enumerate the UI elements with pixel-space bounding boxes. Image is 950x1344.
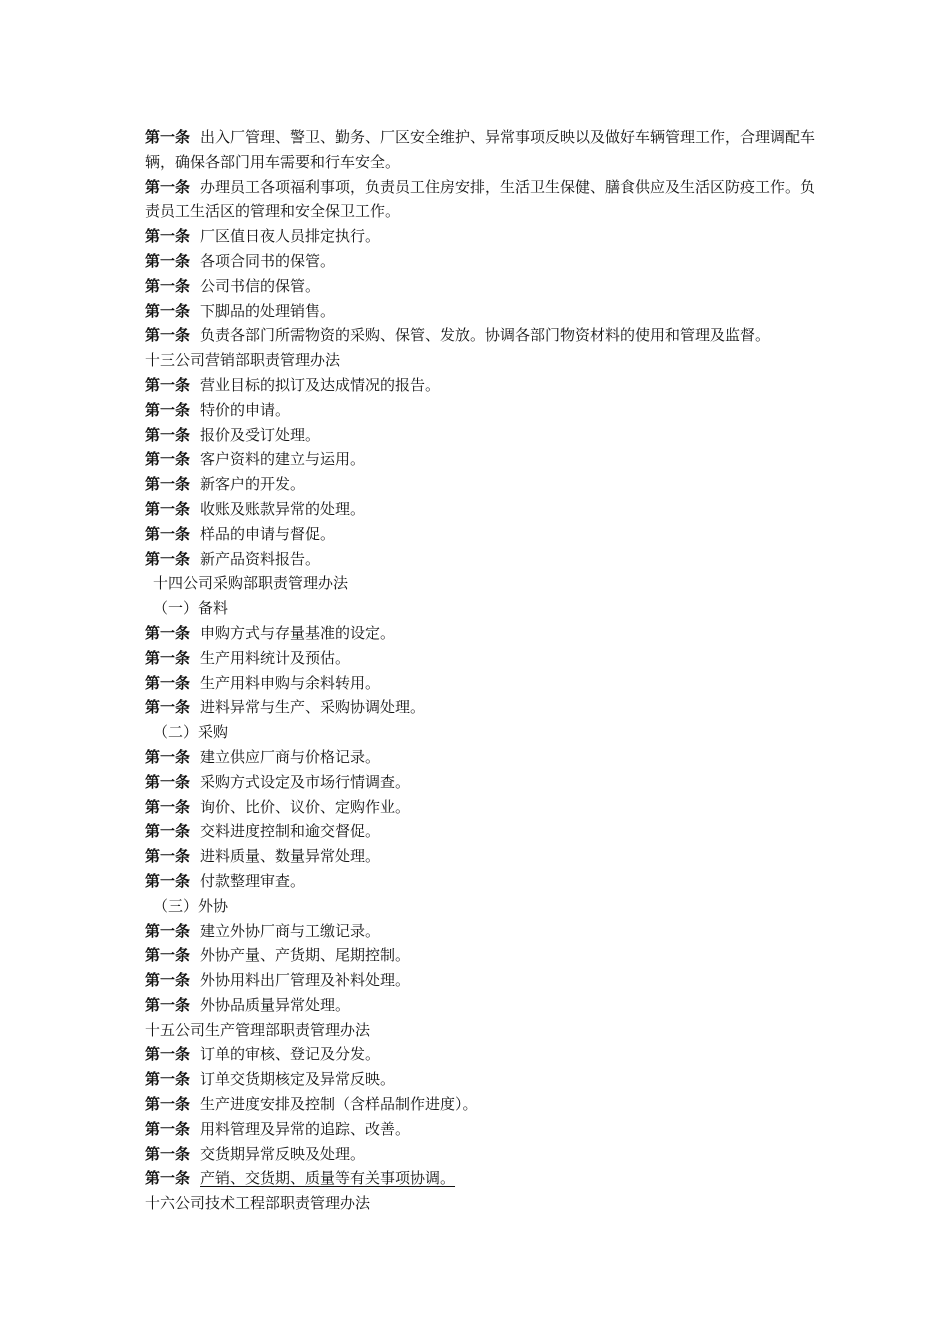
article-label: 第一条 — [145, 871, 191, 890]
article-label: 第一条 — [145, 971, 191, 990]
article-text: 新客户的开发。 — [200, 475, 306, 494]
document-body — [145, 125, 825, 1216]
subsection-title: （一）备料 — [153, 599, 229, 618]
article-text: 办理员工各项福利事项，负责员工住房安排，生活卫生保健、膳食供应及生活区防疫工作。负责员工生活区的管理和安全保卫工作。 — [145, 177, 816, 221]
article-text: 生产用料申购与余料转用。 — [200, 673, 381, 692]
article-text: 建立外协厂商与工缴记录。 — [200, 921, 381, 940]
article-label: 第一条 — [145, 673, 191, 692]
article-item — [145, 745, 825, 770]
article-text: 建立供应厂商与价格记录。 — [200, 747, 381, 766]
article-item — [145, 497, 825, 522]
article-label: 第一条 — [145, 797, 191, 816]
article-text: 样品的申请与督促。 — [200, 524, 336, 543]
section-heading: 十三公司营销部职责管理办法 — [145, 351, 341, 370]
article-label: 第一条 — [145, 648, 191, 667]
article-item — [145, 249, 825, 274]
article-label: 第一条 — [145, 1119, 191, 1138]
article-text: 外协产量、产货期、尾期控制。 — [200, 946, 411, 965]
article-label: 第一条 — [145, 623, 191, 642]
article-item — [145, 1142, 825, 1167]
article-text: 公司书信的保管。 — [200, 276, 321, 295]
article-item — [145, 125, 825, 175]
article-text: 采购方式设定及市场行情调查。 — [200, 772, 411, 791]
article-text: 进料质量、数量异常处理。 — [200, 847, 381, 866]
article-item — [145, 671, 825, 696]
subsection-title: （二）采购 — [153, 723, 229, 742]
article-label: 第一条 — [145, 326, 191, 345]
article-text: 报价及受订处理。 — [200, 425, 321, 444]
article-text: 付款整理审查。 — [200, 871, 306, 890]
article-text: 订单交货期核定及异常反映。 — [200, 1070, 396, 1089]
article-item — [145, 299, 825, 324]
article-item — [145, 522, 825, 547]
article-text: 订单的审核、登记及分发。 — [200, 1045, 381, 1064]
article-item — [145, 423, 825, 448]
article-label: 第一条 — [145, 698, 191, 717]
article-text: 产销、交货期、质量等有关事项协调。 — [200, 1169, 456, 1188]
subsection-title: （三）外协 — [153, 896, 229, 915]
article-label: 第一条 — [145, 772, 191, 791]
article-text: 营业目标的拟订及达成情况的报告。 — [200, 375, 441, 394]
article-label: 第一条 — [145, 1045, 191, 1064]
article-item — [145, 770, 825, 795]
article-label: 第一条 — [145, 400, 191, 419]
article-label: 第一条 — [145, 1169, 191, 1188]
article-item — [145, 175, 825, 225]
article-item — [145, 695, 825, 720]
article-label: 第一条 — [145, 499, 191, 518]
article-item — [145, 547, 825, 572]
article-item — [145, 919, 825, 944]
article-item — [145, 1117, 825, 1142]
article-text: 负责各部门所需物资的采购、保管、发放。协调各部门物资材料的使用和管理及监督。 — [200, 326, 771, 345]
article-item — [145, 1092, 825, 1117]
article-item — [145, 323, 825, 348]
article-label: 第一条 — [145, 1095, 191, 1114]
article-text: 收账及账款异常的处理。 — [200, 499, 366, 518]
article-text: 申购方式与存量基准的设定。 — [200, 623, 396, 642]
article-item — [145, 472, 825, 497]
article-text: 生产进度安排及控制（含样品制作进度）。 — [200, 1095, 478, 1114]
article-item — [145, 869, 825, 894]
article-text: 厂区值日夜人员排定执行。 — [200, 227, 381, 246]
article-text: 各项合同书的保管。 — [200, 251, 336, 270]
article-label: 第一条 — [145, 847, 191, 866]
article-text: 交货期异常反映及处理。 — [200, 1144, 366, 1163]
article-text: 特价的申请。 — [200, 400, 291, 419]
article-label: 第一条 — [145, 425, 191, 444]
article-item — [145, 795, 825, 820]
article-label: 第一条 — [145, 177, 191, 196]
article-label: 第一条 — [145, 276, 191, 295]
article-item — [145, 224, 825, 249]
article-item — [145, 646, 825, 671]
article-label: 第一条 — [145, 946, 191, 965]
article-text: 用料管理及异常的追踪、改善。 — [200, 1119, 411, 1138]
article-label: 第一条 — [145, 251, 191, 270]
article-label: 第一条 — [145, 822, 191, 841]
article-label: 第一条 — [145, 1144, 191, 1163]
article-text: 询价、比价、议价、定购作业。 — [200, 797, 411, 816]
article-label: 第一条 — [145, 227, 191, 246]
article-item — [145, 1042, 825, 1067]
article-label: 第一条 — [145, 301, 191, 320]
article-text: 外协品质量异常处理。 — [200, 995, 351, 1014]
section-heading: 十五公司生产管理部职责管理办法 — [145, 1020, 371, 1039]
article-text: 外协用料出厂管理及补料处理。 — [200, 971, 411, 990]
article-text: 出入厂管理、警卫、勤务、厂区安全维护、异常事项反映以及做好车辆管理工作，合理调配车辆，确保各部门用车需要和行车安全。 — [145, 128, 816, 171]
article-item — [145, 1166, 825, 1191]
article-text: 下脚品的处理销售。 — [200, 301, 336, 320]
article-label: 第一条 — [145, 921, 191, 940]
article-label: 第一条 — [145, 524, 191, 543]
article-label: 第一条 — [145, 475, 191, 494]
article-item — [145, 398, 825, 423]
article-label: 第一条 — [145, 1070, 191, 1089]
article-label: 第一条 — [145, 375, 191, 394]
article-item — [145, 819, 825, 844]
article-item — [145, 993, 825, 1018]
article-text: 新产品资料报告。 — [200, 549, 321, 568]
article-item — [145, 373, 825, 398]
section-heading: 十六公司技术工程部职责管理办法 — [145, 1194, 371, 1213]
article-text: 客户资料的建立与运用。 — [200, 450, 366, 469]
article-text: 进料异常与生产、采购协调处理。 — [200, 698, 426, 717]
article-label: 第一条 — [145, 450, 191, 469]
article-item — [145, 274, 825, 299]
article-text: 生产用料统计及预估。 — [200, 648, 351, 667]
article-item — [145, 943, 825, 968]
article-item — [145, 447, 825, 472]
article-item — [145, 844, 825, 869]
article-label: 第一条 — [145, 995, 191, 1014]
article-item — [145, 1067, 825, 1092]
article-label: 第一条 — [145, 747, 191, 766]
article-text: 交料进度控制和逾交督促。 — [200, 822, 381, 841]
article-item — [145, 621, 825, 646]
article-item — [145, 968, 825, 993]
article-label: 第一条 — [145, 549, 191, 568]
section-heading: 十四公司采购部职责管理办法 — [153, 574, 349, 593]
article-label: 第一条 — [145, 128, 191, 146]
